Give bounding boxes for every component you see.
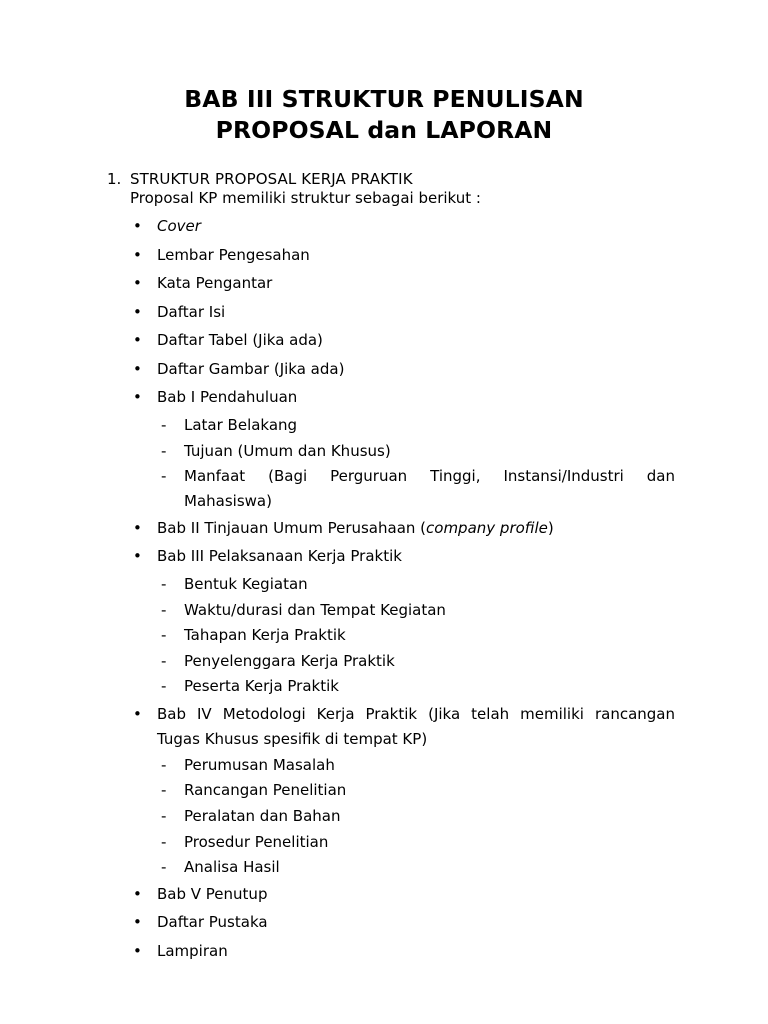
list-item-daftar-isi: Daftar Isi [157, 303, 226, 321]
bullet-icon: • [133, 217, 142, 235]
chapter-title [0, 84, 768, 146]
sub-item: Tahapan Kerja Praktik [184, 626, 346, 644]
dash-icon: - [161, 575, 167, 593]
sub-item: Analisa Hasil [184, 858, 280, 876]
sub-item: Manfaat (Bagi Perguruan Tinggi, Instansi/Industri dan [184, 467, 675, 485]
chapter-title-line-1: BAB III STRUKTUR PENULISAN [184, 85, 584, 113]
chapter-title-line-2: PROPOSAL dan LAPORAN [215, 116, 553, 144]
bullet-icon: • [133, 519, 142, 537]
bullet-icon: • [133, 246, 142, 264]
list-item-bab-4: Bab IV Metodologi Kerja Praktik (Jika telah memiliki rancangan [157, 705, 675, 723]
sub-item: Latar Belakang [184, 416, 298, 434]
list-item-kata-pengantar: Kata Pengantar [157, 274, 273, 292]
list-item-bab-2 [157, 519, 554, 537]
list-item-lembar-pengesahan: Lembar Pengesahan [157, 246, 310, 264]
list-item-bab-4-continuation: Tugas Khusus spesifik di tempat KP) [157, 730, 428, 748]
list-item-cover: Cover [157, 217, 201, 235]
list-item-bab-1: Bab I Pendahuluan [157, 388, 298, 406]
section-heading: STRUKTUR PROPOSAL KERJA PRAKTIK [130, 170, 413, 188]
dash-icon: - [161, 626, 167, 644]
dash-icon: - [161, 833, 167, 851]
list-item-bab-5: Bab V Penutup [157, 885, 268, 903]
sub-item: Penyelenggara Kerja Praktik [184, 652, 395, 670]
bullet-icon: • [133, 388, 142, 406]
dash-icon: - [161, 807, 167, 825]
sub-item: Tujuan (Umum dan Khusus) [184, 442, 391, 460]
sub-item: Rancangan Penelitian [184, 781, 347, 799]
sub-item: Peserta Kerja Praktik [184, 677, 339, 695]
dash-icon: - [161, 442, 167, 460]
section-intro: Proposal KP memiliki struktur sebagai berikut : [130, 189, 481, 207]
dash-icon: - [161, 756, 167, 774]
list-item-bab-3: Bab III Pelaksanaan Kerja Praktik [157, 547, 402, 565]
sub-item-continuation: Mahasiswa) [184, 492, 272, 510]
dash-icon: - [161, 416, 167, 434]
section-number: 1. [107, 170, 122, 188]
list-item-daftar-pustaka: Daftar Pustaka [157, 913, 268, 931]
bullet-icon: • [133, 942, 142, 960]
dash-icon: - [161, 858, 167, 876]
dash-icon: - [161, 601, 167, 619]
dash-icon: - [161, 652, 167, 670]
bullet-icon: • [133, 303, 142, 321]
dash-icon: - [161, 781, 167, 799]
bab-2-italic-text: company profile [426, 519, 548, 537]
bullet-icon: • [133, 547, 142, 565]
bullet-icon: • [133, 331, 142, 349]
bullet-icon: • [133, 705, 142, 723]
list-item-lampiran: Lampiran [157, 942, 228, 960]
bullet-icon: • [133, 274, 142, 292]
dash-icon: - [161, 677, 167, 695]
sub-item: Bentuk Kegiatan [184, 575, 308, 593]
bullet-icon: • [133, 913, 142, 931]
list-item-daftar-gambar: Daftar Gambar (Jika ada) [157, 360, 345, 378]
sub-item: Perumusan Masalah [184, 756, 335, 774]
bullet-icon: • [133, 885, 142, 903]
bab-2-suffix: ) [547, 519, 554, 537]
bab-2-text: Bab II Tinjauan Umum Perusahaan ( [157, 519, 427, 537]
sub-item: Peralatan dan Bahan [184, 807, 341, 825]
list-item-daftar-tabel: Daftar Tabel (Jika ada) [157, 331, 323, 349]
bullet-icon: • [133, 360, 142, 378]
sub-item: Waktu/durasi dan Tempat Kegiatan [184, 601, 446, 619]
dash-icon: - [161, 467, 167, 485]
sub-item: Prosedur Penelitian [184, 833, 329, 851]
